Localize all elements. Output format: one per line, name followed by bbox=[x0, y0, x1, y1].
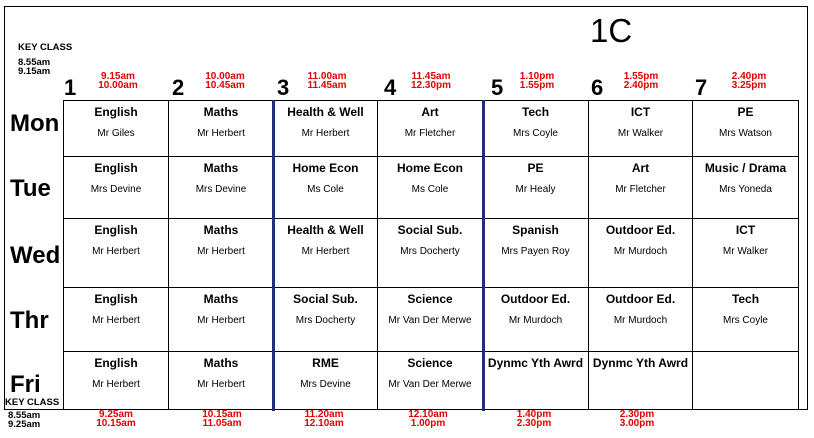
time-end: 3.00pm bbox=[619, 418, 655, 429]
teacher-label: Mr Van Der Merwe bbox=[388, 315, 472, 326]
period-5-top-time bbox=[507, 72, 567, 90]
period-number-7: 7 bbox=[695, 75, 708, 100]
teacher-label: Mr Herbert bbox=[92, 379, 140, 390]
time-start: 10.15am bbox=[202, 409, 242, 420]
subject-label: English bbox=[94, 292, 138, 306]
teacher-label: Mrs Payen Roy bbox=[501, 246, 570, 257]
teacher-label: Mr Giles bbox=[97, 128, 135, 139]
lesson-cell[interactable] bbox=[64, 288, 169, 352]
teacher-label: Mr Walker bbox=[617, 128, 664, 139]
subject-label: PE bbox=[527, 161, 544, 175]
time-start: 11.45am bbox=[411, 71, 451, 82]
subject-label: Social Sub. bbox=[293, 292, 358, 306]
key-class-bottom-times bbox=[8, 411, 40, 429]
lesson-cell[interactable] bbox=[483, 352, 589, 410]
lesson-cell[interactable] bbox=[693, 101, 799, 157]
lesson-cell[interactable] bbox=[693, 288, 799, 352]
subject-label: Home Econ bbox=[292, 161, 359, 175]
lesson-cell[interactable] bbox=[589, 101, 693, 157]
period-1-top-time bbox=[88, 72, 148, 90]
lesson-cell[interactable] bbox=[64, 101, 169, 157]
day-row-mon bbox=[64, 101, 799, 157]
teacher-label: Ms Cole bbox=[307, 184, 344, 195]
teacher-label: Mr Walker bbox=[722, 246, 769, 257]
subject-label: Maths bbox=[203, 161, 239, 175]
teacher-label: Mr Fletcher bbox=[404, 128, 456, 139]
lesson-cell[interactable] bbox=[483, 157, 589, 219]
teacher-label: Mrs Yoneda bbox=[719, 184, 772, 195]
time-end: 12.10am bbox=[304, 418, 344, 429]
subject-label: Art bbox=[631, 161, 650, 175]
lesson-cell[interactable] bbox=[169, 352, 274, 410]
subject-label: Music / Drama bbox=[704, 161, 787, 175]
subject-label: Tech bbox=[521, 105, 550, 119]
lesson-cell[interactable] bbox=[274, 219, 378, 288]
teacher-label: Mrs Coyle bbox=[512, 128, 558, 139]
lesson-cell[interactable] bbox=[169, 219, 274, 288]
subject-label: RME bbox=[312, 356, 339, 370]
period-1-bottom-time bbox=[86, 410, 146, 428]
time-end: 12.30pm bbox=[410, 80, 452, 91]
time-end: 2.30pm bbox=[516, 418, 552, 429]
lesson-cell[interactable] bbox=[693, 219, 799, 288]
subject-label: Maths bbox=[203, 223, 239, 237]
lesson-cell[interactable] bbox=[378, 219, 483, 288]
subject-label: Maths bbox=[203, 292, 239, 306]
lesson-cell[interactable] bbox=[589, 219, 693, 288]
lesson-cell[interactable] bbox=[378, 101, 483, 157]
period-number-5: 5 bbox=[491, 75, 504, 100]
teacher-label: Mr Murdoch bbox=[613, 315, 668, 326]
subject-label: Science bbox=[407, 356, 453, 370]
teacher-label: Mrs Devine bbox=[90, 184, 142, 195]
subject-label: Health & Well bbox=[287, 223, 364, 237]
time-end: 3.25pm bbox=[731, 80, 767, 91]
teacher-label: Mr Herbert bbox=[301, 128, 350, 139]
subject-label: Tech bbox=[731, 292, 760, 306]
teacher-label: Mrs Docherty bbox=[400, 246, 460, 257]
period-number-1: 1 bbox=[64, 75, 77, 100]
subject-label: English bbox=[94, 223, 138, 237]
time-start: 9.25am bbox=[99, 409, 133, 420]
period-2-top-time bbox=[195, 72, 255, 90]
time-end: 11.05am bbox=[202, 418, 242, 429]
teacher-label: Mrs Coyle bbox=[722, 315, 768, 326]
time-end: 1.55pm bbox=[519, 80, 555, 91]
day-row-fri bbox=[64, 352, 799, 410]
lunch-divider-line bbox=[482, 100, 485, 411]
time-end: 2.40pm bbox=[623, 80, 659, 91]
teacher-label: Mr Herbert bbox=[92, 246, 140, 257]
period-4-top-time bbox=[401, 72, 461, 90]
day-label-thr: Thr bbox=[10, 307, 49, 334]
subject-label: English bbox=[94, 356, 138, 370]
time-start: 9.15am bbox=[101, 71, 135, 82]
time-start: 1.40pm bbox=[516, 409, 552, 420]
subject-label: Spanish bbox=[512, 223, 559, 237]
key-class-top-start: 8.55am bbox=[18, 57, 51, 68]
lesson-cell[interactable] bbox=[169, 157, 274, 219]
teacher-label: Mr Herbert bbox=[197, 246, 245, 257]
key-class-bottom-end: 9.25am bbox=[8, 419, 41, 430]
lesson-cell[interactable] bbox=[693, 352, 799, 410]
lesson-cell[interactable] bbox=[64, 352, 169, 410]
day-label-tue: Tue bbox=[10, 175, 51, 202]
key-class-top-times bbox=[18, 58, 50, 76]
time-start: 11.00am bbox=[307, 71, 347, 82]
lesson-cell[interactable] bbox=[64, 219, 169, 288]
period-4-bottom-time bbox=[398, 410, 458, 428]
teacher-label: Mr Healy bbox=[515, 184, 556, 195]
break-divider-line bbox=[272, 100, 275, 411]
day-label-fri: Fri bbox=[10, 371, 41, 398]
subject-label: Outdoor Ed. bbox=[605, 292, 676, 306]
teacher-label: Mrs Devine bbox=[195, 184, 247, 195]
period-number-3: 3 bbox=[277, 75, 290, 100]
period-6-bottom-time bbox=[607, 410, 667, 428]
lesson-cell[interactable] bbox=[589, 352, 693, 410]
lesson-cell[interactable] bbox=[378, 157, 483, 219]
lesson-cell[interactable] bbox=[693, 157, 799, 219]
subject-label: Outdoor Ed. bbox=[500, 292, 571, 306]
day-label-mon: Mon bbox=[10, 110, 60, 137]
time-start: 12.10am bbox=[408, 409, 448, 420]
subject-label: Art bbox=[421, 105, 439, 119]
subject-label: Dynmc Yth Awrd bbox=[487, 356, 584, 370]
teacher-label: Mr Murdoch bbox=[613, 246, 668, 257]
day-row-wed bbox=[64, 219, 799, 288]
subject-label: Science bbox=[407, 292, 453, 306]
time-start: 10.00am bbox=[205, 71, 245, 82]
subject-label: ICT bbox=[630, 105, 651, 119]
subject-label: Outdoor Ed. bbox=[605, 223, 676, 237]
key-class-bottom-start: 8.55am bbox=[8, 410, 41, 421]
lesson-cell[interactable] bbox=[483, 288, 589, 352]
timetable-grid bbox=[63, 100, 799, 410]
lesson-cell[interactable] bbox=[483, 219, 589, 288]
lesson-cell[interactable] bbox=[378, 288, 483, 352]
lesson-cell[interactable] bbox=[589, 288, 693, 352]
lesson-cell[interactable] bbox=[64, 157, 169, 219]
teacher-label: Mrs Devine bbox=[300, 379, 351, 390]
teacher-label: Mr Murdoch bbox=[508, 315, 563, 326]
teacher-label: Mr Herbert bbox=[92, 315, 140, 326]
time-end: 10.00am bbox=[98, 80, 138, 91]
key-class-bottom-label: KEY CLASS bbox=[5, 397, 60, 408]
subject-label: PE bbox=[737, 105, 754, 119]
key-class-top-label: KEY CLASS bbox=[18, 42, 73, 53]
subject-label: ICT bbox=[735, 223, 756, 237]
period-5-bottom-time bbox=[504, 410, 564, 428]
period-number-4: 4 bbox=[384, 75, 397, 100]
teacher-label: Ms Cole bbox=[411, 184, 449, 195]
period-number-2: 2 bbox=[172, 75, 185, 100]
subject-label: Health & Well bbox=[287, 105, 364, 119]
teacher-label: Mr Herbert bbox=[301, 246, 350, 257]
period-number-6: 6 bbox=[591, 75, 604, 100]
subject-label: Maths bbox=[203, 105, 239, 119]
teacher-label: Mrs Docherty bbox=[295, 315, 356, 326]
time-end: 10.45am bbox=[205, 80, 245, 91]
teacher-label: Mr Fletcher bbox=[615, 184, 666, 195]
time-start: 2.40pm bbox=[731, 71, 767, 82]
subject-label: Social Sub. bbox=[397, 223, 463, 237]
lesson-cell[interactable] bbox=[274, 101, 378, 157]
teacher-label: Mr Herbert bbox=[197, 315, 245, 326]
time-end: 10.15am bbox=[96, 418, 136, 429]
lesson-cell[interactable] bbox=[169, 288, 274, 352]
lesson-cell[interactable] bbox=[483, 101, 589, 157]
lesson-cell[interactable] bbox=[274, 352, 378, 410]
lesson-cell[interactable] bbox=[589, 157, 693, 219]
teacher-label: Mrs Watson bbox=[719, 128, 772, 139]
time-start: 11.20am bbox=[304, 409, 344, 420]
period-6-top-time bbox=[611, 72, 671, 90]
teacher-label: Mr Van Der Merwe bbox=[388, 379, 472, 390]
day-label-wed: Wed bbox=[10, 242, 61, 269]
subject-label: Home Econ bbox=[396, 161, 463, 175]
subject-label: Maths bbox=[203, 356, 239, 370]
period-3-bottom-time bbox=[294, 410, 354, 428]
time-end: 11.45am bbox=[307, 80, 347, 91]
period-7-top-time bbox=[719, 72, 779, 90]
lesson-cell[interactable] bbox=[169, 101, 274, 157]
lesson-cell[interactable] bbox=[378, 352, 483, 410]
period-2-bottom-time bbox=[192, 410, 252, 428]
time-start: 1.10pm bbox=[519, 71, 555, 82]
lesson-cell[interactable] bbox=[274, 157, 378, 219]
class-title: 1C bbox=[590, 12, 633, 49]
key-class-top-end: 9.15am bbox=[18, 66, 51, 77]
subject-label: Dynmc Yth Awrd bbox=[592, 356, 689, 370]
time-start: 1.55pm bbox=[623, 71, 659, 82]
time-start: 2.30pm bbox=[619, 409, 655, 420]
subject-label: English bbox=[94, 105, 138, 119]
subject-label: English bbox=[94, 161, 138, 175]
time-end: 1.00pm bbox=[410, 418, 446, 429]
day-row-thr bbox=[64, 288, 799, 352]
lesson-cell[interactable] bbox=[274, 288, 378, 352]
teacher-label: Mr Herbert bbox=[197, 379, 245, 390]
period-3-top-time bbox=[297, 72, 357, 90]
teacher-label: Mr Herbert bbox=[197, 128, 245, 139]
day-row-tue bbox=[64, 157, 799, 219]
